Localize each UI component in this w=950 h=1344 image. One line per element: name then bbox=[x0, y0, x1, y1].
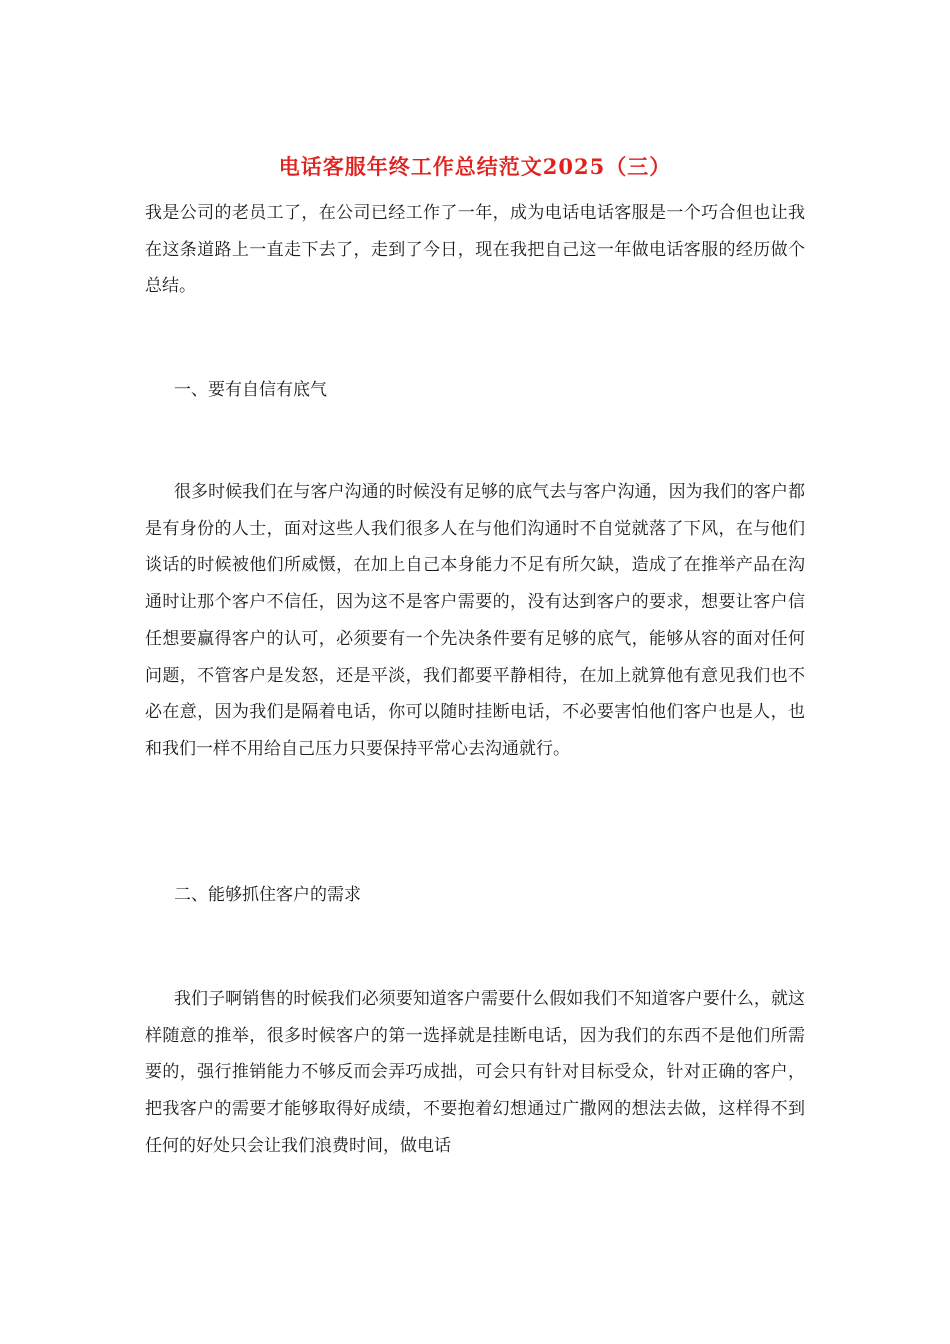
section-heading-2: 二、能够抓住客户的需求 bbox=[174, 885, 361, 905]
document-title: 电话客服年终工作总结范文2025（三） bbox=[278, 154, 672, 179]
section-paragraph-2: 我们子啊销售的时候我们必须要知道客户需要什么假如我们不知道客户要什么，就这样随意的推举，很多时候客户的第一选择就是挂断电话，因为我们的东西不是他们所需要的，强行推销能力不够反而会弄巧成拙，可会只有针对目标受众，针对正确的客户，把我客户的需要才能够取得好成绩，不要抱着幻想通过广撒网的想法去做，这样得不到任何的好处只会让我们浪费时间，做电话 bbox=[145, 989, 805, 1156]
section-heading-1: 一、要有自信有底气 bbox=[174, 380, 327, 400]
section-paragraph-1: 很多时候我们在与客户沟通的时候没有足够的底气去与客户沟通，因为我们的客户都是有身份的人士，面对这些人我们很多人在与他们沟通时不自觉就落了下风，在与他们谈话的时候被他们所威慑，在加上自己本身能力不足有所欠缺，造成了在推举产品在沟通时让那个客户不信任，因为这不是客户需要的，没有达到客户的要求，想要让客户信任想要赢得客户的认可，必须要有一个先决条件要有足够的底气，能够从容的面对任何问题，不管客户是发怒，还是平淡，我们都要平静相待，在加上就算他有意见我们也不必在意，因为我们是隔着电话，你可以随时挂断电话，不必要害怕他们客户也是人，也和我们一样不用给自己压力只要保持平常心去沟通就行。 bbox=[145, 482, 805, 759]
intro-paragraph: 我是公司的老员工了，在公司已经工作了一年，成为电话电话客服是一个巧合但也让我在这条道路上一直走下去了，走到了今日，现在我把自己这一年做电话客服的经历做个总结。 bbox=[145, 203, 805, 297]
